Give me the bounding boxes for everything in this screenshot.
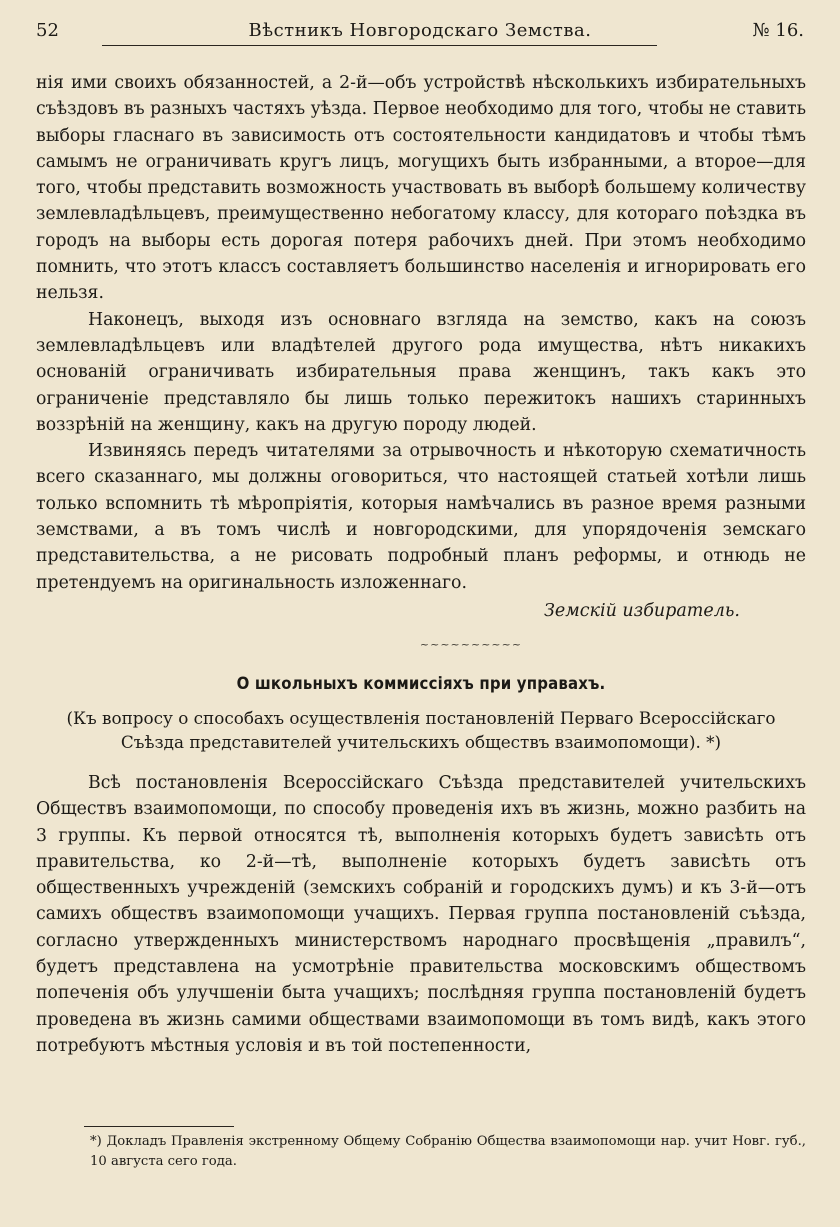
author-signature: Земскій избиратель. — [543, 600, 740, 621]
footnote — [36, 1132, 806, 1172]
body-paragraph: Наконецъ, выходя изъ основнаго взгляда на земство, какъ на союзъ землевладѣльцевъ или владѣтелей другого рода имущества, нѣтъ никакихъ основаній ограничивать избирательныя права женщинъ, такъ какъ это ограниченіе представляло бы лишь только пережитокъ нашихъ старинныхъ воззрѣній на женщину, какъ на другую породу людей. — [36, 309, 806, 435]
page-body — [36, 70, 806, 1059]
article-title: О школьныхъ коммиссіяхъ при управахъ. — [236, 673, 606, 694]
body-paragraph: нія ими своихъ обязанностей, а 2-й—объ устройствѣ нѣсколькихъ избирательныхъ съѣздовъ въ разныхъ частяхъ уѣзда. Первое необходимо для того, чтобы не ставить выборы гласнаго въ зависимость отъ состоятельности кандидатовъ и чтобы тѣмъ самымъ не ограничивать кругъ лицъ, могущихъ быть избранными, а второе—для того, чтобы представить возможность участвовать въ выборѣ большему количеству землевладѣльцевъ, преимущественно небогатому классу, для котораго поѣздка въ городъ на выборы есть дорогая потеря рабочихъ дней. При этомъ необходимо помнить, что этотъ классъ составляетъ большинство населенія и игнорировать его нельзя. — [36, 73, 806, 304]
journal-title: Вѣстникъ Новгородскаго Земства. — [248, 20, 592, 41]
running-header — [36, 18, 804, 48]
page-number: 52 — [36, 20, 59, 41]
footnote-rule — [84, 1126, 234, 1127]
section-ornament: ~~~~~~~~~~ — [419, 637, 523, 651]
article-paragraph: Всѣ постановленія Всероссійскаго Съѣзда представителей учительскихъ Обществъ взаимопомощи, по способу проведенія ихъ въ жизнь, можно разбить на 3 группы. Къ первой относятся тѣ, выполненія которыхъ будетъ зависѣть отъ правительства, ко 2-й—тѣ, выполненіе которыхъ будетъ зависѣть отъ общественныхъ учрежденій (земскихъ собраній и городскихъ думъ) и къ 3-й—отъ самихъ обществъ взаимопомощи учащихъ. Первая группа постановленій съѣзда, согласно утвержденныхъ министерствомъ народнаго просвѣщенія „правилъ“, будетъ представлена на усмотрѣніе правительства московскимъ обществомъ попеченія объ улучшеніи быта учащихъ; послѣдняя группа постановленій будетъ проведена въ жизнь самими обществами взаимопомощи въ томъ видѣ, какъ этого потребуютъ мѣстныя условія и въ той постепенности, — [36, 772, 806, 1056]
issue-number: № 16. — [752, 20, 804, 41]
article-subtitle: (Къ вопросу о способахъ осуществленія постановленій Перваго Всероссійскаго Съѣзда представителей учительскихъ обществъ взаимопомощи). *) — [66, 707, 776, 752]
header-rule — [102, 45, 657, 46]
body-paragraph: Извиняясь передъ читателями за отрывочность и нѣкоторую схематичность всего сказаннаго, мы должны оговориться, что настоящей статьей хотѣли лишь только вспомнить тѣ мѣропріятія, которыя намѣчались въ разное время разными земствами, а въ томъ числѣ и новгородскими, для упорядоченія земскаго представительства, а не рисовать подробный планъ реформы, и отнюдь не претендуемъ на оригинальность изложеннаго. — [36, 441, 806, 593]
footnote-text: *) Докладъ Правленія экстренному Общему Собранію Общества взаимопомощи нар. учит Новг. губ., 10 августа сего года. — [90, 1134, 806, 1169]
